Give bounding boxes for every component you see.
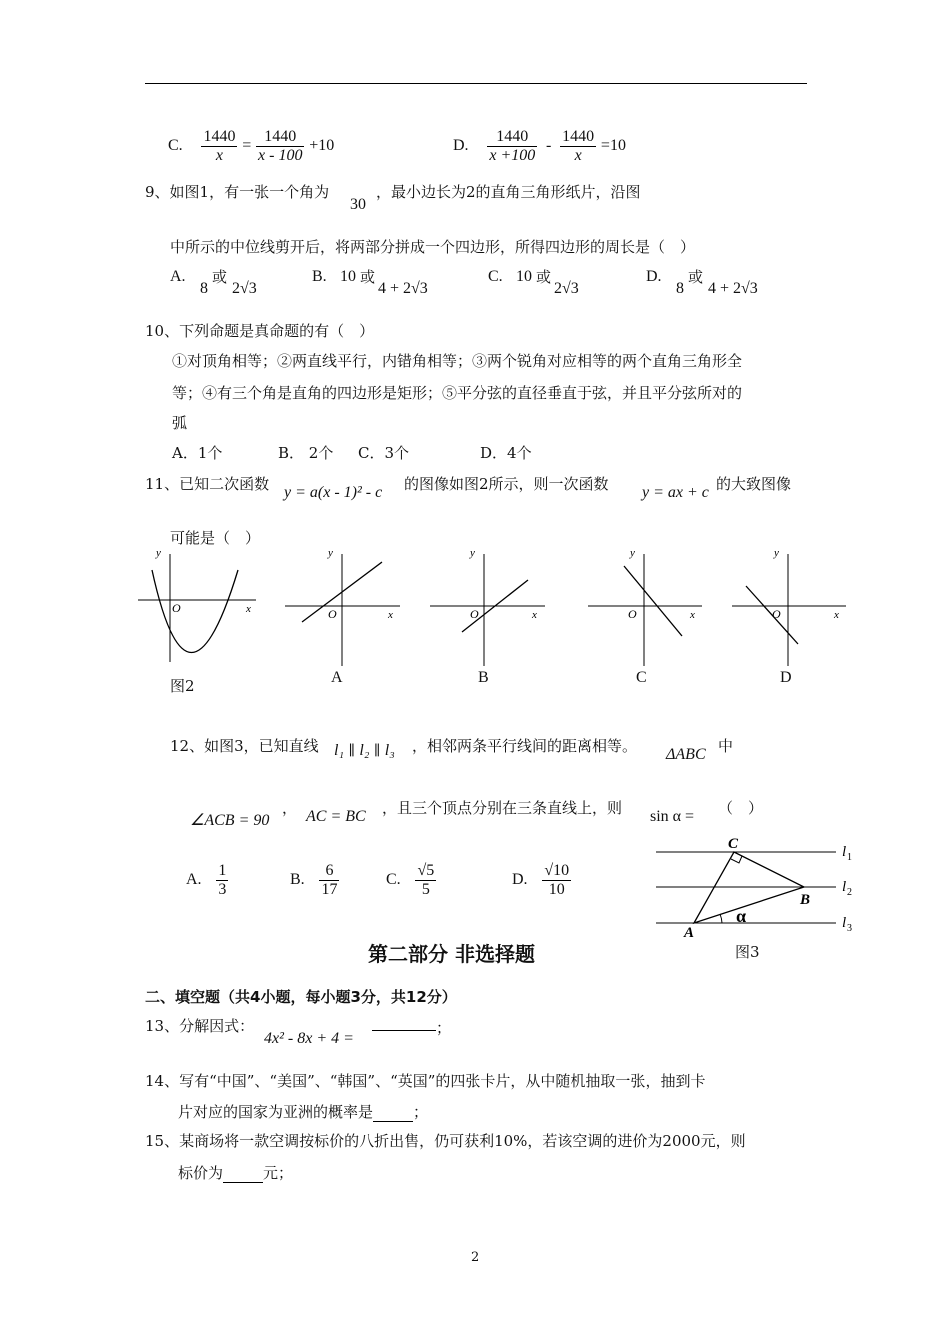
- svg-text:x: x: [532, 609, 537, 621]
- q12-zhong: 中: [718, 737, 734, 755]
- graph-option-d: [732, 547, 846, 666]
- q11-part1: 11、已知二次函数: [145, 475, 270, 493]
- graph-label-b: B: [478, 669, 489, 686]
- svg-text:O: O: [328, 607, 337, 621]
- q12-option-d: D. $\frac{√10}{10}$: [512, 862, 570, 898]
- q15-blank: [223, 1164, 263, 1183]
- page-number: 2: [471, 1250, 480, 1265]
- part2-title: 第二部分 非选择题: [368, 942, 535, 966]
- svg-text:O: O: [172, 601, 181, 615]
- q15-line2: 标价为 元；: [178, 1164, 294, 1182]
- graph-option-c: [588, 547, 702, 666]
- figure-3: [650, 834, 860, 940]
- q14-line1: 14、写有“中国”、“美国”、“韩国”、“英国”的四张卡片，从中随机抽取一张，抽到卡: [145, 1072, 706, 1090]
- graph-option-a: [285, 547, 400, 666]
- graph-label-a: A: [331, 669, 343, 686]
- q11-part2: 的图像如图2所示，则一次函数: [404, 475, 609, 493]
- svg-text:x: x: [834, 609, 839, 621]
- figure-3-label: 图3: [735, 943, 760, 961]
- svg-text:A: A: [684, 925, 695, 940]
- q9-angle: 30: [350, 196, 366, 213]
- q9-options: A. 8 或 2√3 B. 10 或 4 + 2√3 C. 10 或 2√3 D. 8 或 4 + 2√3: [170, 268, 758, 297]
- q14-line2: 片对应的国家为亚洲的概率是 ；: [178, 1103, 429, 1121]
- svg-text:y: y: [470, 547, 475, 559]
- q12-eq: AC = BC: [306, 808, 366, 825]
- svg-text:l: l: [842, 844, 847, 860]
- fraction: $\frac{1440}{x +100}$: [489, 128, 536, 164]
- graph-label-d: D: [780, 669, 792, 686]
- q13-expr: 4x² - 8x + 4 =: [264, 1030, 354, 1047]
- figure-2-parabola: [138, 547, 256, 662]
- q10-line2: 等；④有三个角是直角的四边形是矩形；⑤平分弦的直径垂直于弦，并且平分弦所对的: [172, 384, 743, 402]
- q10-stem: 10、下列命题是真命题的有（ ）: [145, 322, 375, 340]
- q9-line1b: ，最小边长为2的直角三角形纸片，沿图: [376, 183, 641, 201]
- q14-blank: [373, 1103, 413, 1122]
- q9-line2: 中所示的中位线剪开后，将两部分拼成一个四边形，所得四边形的周长是（ ）: [170, 238, 696, 256]
- q12-sin: sin α =: [650, 808, 695, 825]
- q10-option-d: D．4个: [480, 444, 532, 462]
- header-rule: [145, 83, 807, 84]
- q11-graphs: [130, 540, 860, 700]
- q8-option-d: D. $\frac{1440}{x +100}$ - $\frac{1440}{x}$ =10: [453, 128, 626, 164]
- fraction: $\frac{1440}{x - 100}$: [258, 128, 303, 164]
- svg-text:l: l: [842, 879, 847, 895]
- q10-line3: 弧: [172, 414, 188, 432]
- q12-part1: 12、如图3，已知直线: [170, 737, 319, 755]
- q12-angle: ∠ACB = 90: [190, 812, 270, 829]
- q12-lines: l₁ ∥ l₂ ∥ l₃: [334, 742, 395, 759]
- q11-line2: 可能是（ ）: [170, 529, 261, 547]
- q8-option-c: C. $\frac{1440}{x}$ = $\frac{1440}{x - 100}$ +10: [168, 128, 335, 164]
- svg-text:y: y: [774, 547, 779, 559]
- q10-option-b: B． 2个: [278, 444, 334, 462]
- q12-option-b: B. $\frac{6}{17}$: [290, 862, 338, 898]
- q12-option-a: A. $\frac{1}{3}$: [186, 862, 227, 898]
- q10-option-a: A．1个: [172, 444, 223, 462]
- q9-line1: 9、如图1，有一张一个角为: [145, 183, 330, 201]
- q11-func2: y = ax + c: [642, 484, 709, 501]
- fraction: $\frac{1440}{x}$: [562, 128, 595, 164]
- q10-option-c: C．3个: [358, 444, 410, 462]
- svg-text:O: O: [772, 607, 781, 621]
- q15-line1: 15、某商场将一款空调按标价的八折出售，仍可获利10%，若该空调的进价为2000元，则: [145, 1132, 746, 1150]
- q12-comma: ，: [282, 799, 298, 817]
- svg-text:y: y: [630, 547, 635, 559]
- q10-line1: ①对顶角相等；②两直线平行，内错角相等；③两个锐角对应相等的两个直角三角形全: [172, 352, 743, 370]
- svg-text:O: O: [470, 607, 479, 621]
- graph-option-b: [430, 547, 545, 666]
- q12-part3: ，且三个顶点分别在三条直线上，则: [382, 799, 623, 817]
- svg-text:y: y: [328, 547, 333, 559]
- q13-blank: [372, 1030, 436, 1031]
- fraction: $\frac{1440}{x}$: [203, 128, 236, 164]
- q12-part2: ，相邻两条平行线间的距离相等。: [412, 737, 638, 755]
- q13-tail: ；: [436, 1019, 452, 1037]
- q11-func1: y = a(x - 1)² - c: [284, 484, 383, 501]
- q12-option-c: C. $\frac{√5}{5}$: [386, 862, 435, 898]
- svg-text:x: x: [690, 609, 695, 621]
- svg-text:x: x: [388, 609, 393, 621]
- svg-text:B: B: [800, 892, 811, 908]
- svg-text:y: y: [156, 547, 161, 559]
- svg-text:α: α: [736, 906, 747, 926]
- svg-text:C: C: [728, 836, 739, 852]
- svg-text:l: l: [842, 915, 847, 931]
- graph-label-c: C: [636, 669, 647, 686]
- q11-part3: 的大致图像: [716, 475, 792, 493]
- q12-paren: （ ）: [718, 799, 764, 817]
- section2-heading: 二、填空题（共4小题，每小题3分，共12分）: [145, 988, 457, 1006]
- svg-text:2: 2: [847, 887, 852, 898]
- svg-text:O: O: [628, 607, 637, 621]
- svg-text:x: x: [246, 603, 251, 615]
- figure-2-label: 图2: [170, 677, 195, 695]
- q13-label: 13、分解因式：: [145, 1017, 255, 1035]
- svg-text:1: 1: [847, 852, 852, 863]
- q12-triangle: ΔABC: [666, 746, 706, 763]
- svg-text:3: 3: [847, 923, 852, 934]
